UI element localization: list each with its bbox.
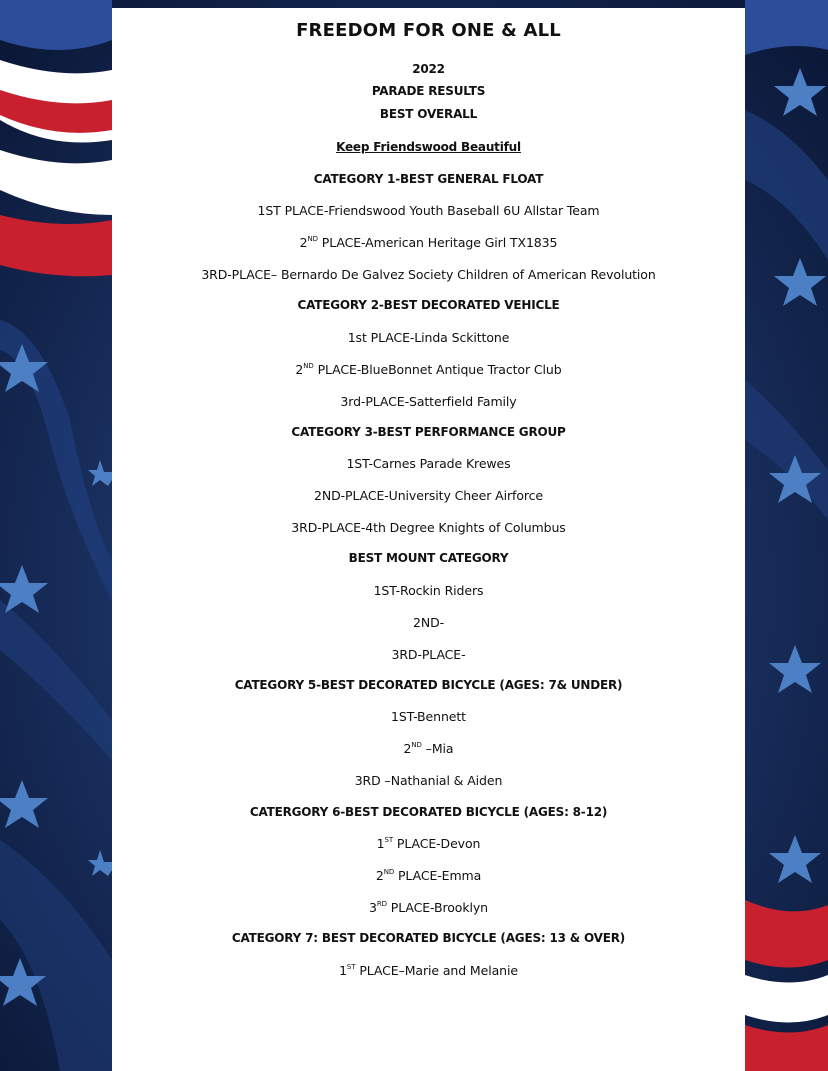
result-entry: 2ND PLACE-BlueBonnet Antique Tractor Club	[295, 362, 562, 377]
result-entry: 1ST PLACE-Friendswood Youth Baseball 6U Allstar Team	[257, 203, 600, 218]
category-heading: CATEGORY 7: BEST DECORATED BICYCLE (AGES: 13 & OVER)	[231, 931, 626, 945]
result-entry: 1ST-Bennett	[391, 709, 466, 724]
document-title: FREEDOM FOR ONE & ALL	[296, 20, 561, 41]
category-heading: CATEGORY 2-BEST DECORATED VEHICLE	[297, 298, 560, 312]
result-entry: 2ND PLACE-Emma	[375, 868, 482, 883]
category-heading: CATERGORY 6-BEST DECORATED BICYCLE (AGES: 8-12)	[249, 805, 608, 819]
best-overall-winner: Keep Friendswood Beautiful	[336, 140, 521, 154]
subtitle: PARADE RESULTS	[371, 84, 486, 98]
result-entry: 3rd-PLACE-Satterfield Family	[340, 394, 517, 409]
result-entry: 3RD –Nathanial & Aiden	[354, 773, 503, 788]
result-entry: 3RD-PLACE-	[391, 647, 466, 662]
result-entry: 1ST-Rockin Riders	[373, 583, 484, 598]
best-overall-heading: BEST OVERALL	[379, 107, 478, 121]
result-entry: 3RD PLACE-Brooklyn	[369, 900, 488, 915]
year: 2022	[412, 62, 445, 76]
category-heading: CATEGORY 1-BEST GENERAL FLOAT	[313, 172, 544, 186]
result-entry: 2ND-PLACE-University Cheer Airforce	[313, 488, 543, 503]
category-heading: CATEGORY 3-BEST PERFORMANCE GROUP	[291, 425, 566, 439]
result-entry: 3RD-PLACE– Bernardo De Galvez Society Children of American Revolution	[201, 267, 656, 282]
results-document	[112, 8, 745, 1071]
category-heading: BEST MOUNT CATEGORY	[348, 551, 509, 565]
result-entry: 2ND PLACE-American Heritage Girl TX1835	[299, 235, 558, 250]
result-entry: 2ND-	[412, 615, 445, 630]
result-entry: 3RD-PLACE-4th Degree Knights of Columbus	[291, 520, 566, 535]
result-entry: 1ST-Carnes Parade Krewes	[346, 456, 511, 471]
result-entry: 1st PLACE-Linda Sckittone	[347, 330, 510, 345]
result-entry: 1ST PLACE-Devon	[376, 836, 481, 851]
category-heading: CATEGORY 5-BEST DECORATED BICYCLE (AGES: 7& UNDER)	[234, 678, 623, 692]
result-entry: 1ST PLACE–Marie and Melanie	[339, 963, 518, 978]
result-entry: 2ND –Mia	[403, 741, 454, 756]
